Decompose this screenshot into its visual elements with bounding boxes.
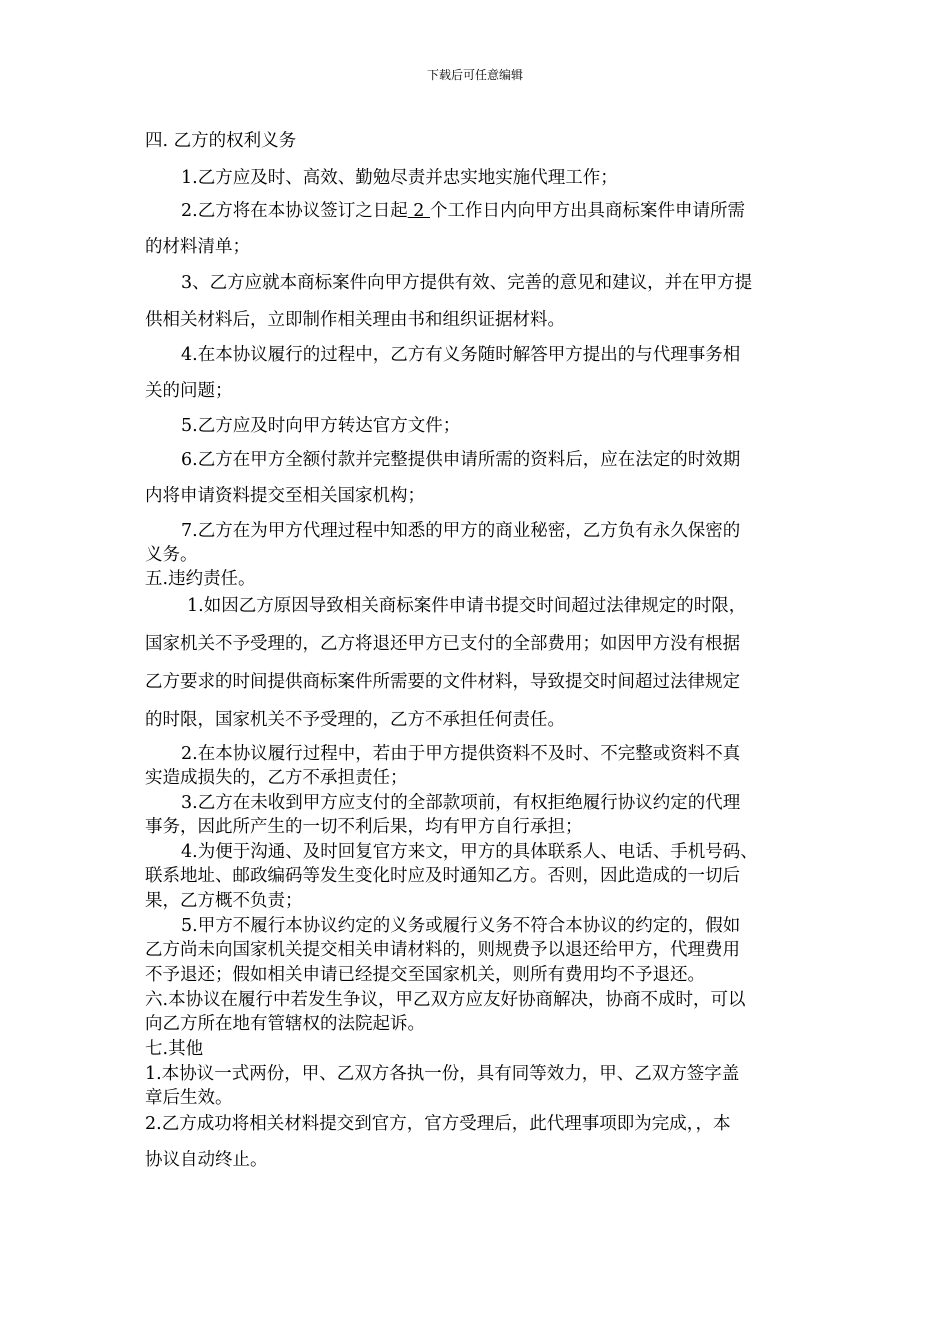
- s5-item-3-line-1: 3.乙方在未收到甲方应支付的全部款项前，有权拒绝履行协议约定的代理: [181, 793, 741, 813]
- s5-item-4-line-3: 果，乙方概不负责；: [145, 891, 303, 911]
- s4-item-7-line-1: 7.乙方在为甲方代理过程中知悉的甲方的商业秘密，乙方负有永久保密的: [181, 521, 741, 541]
- s7-item-1-line-2: 章后生效。: [145, 1088, 233, 1108]
- s4-item-2-post: 个工作日内向甲方出具商标案件申请所需: [429, 201, 745, 221]
- s5-item-5-line-2: 乙方尚未向国家机关提交相关申请材料的，则规费予以退还给甲方，代理费用: [145, 940, 740, 960]
- section-7-title: 七.其他: [145, 1039, 204, 1059]
- s4-item-7-line-2: 义务。: [145, 545, 198, 565]
- s4-item-3-line-1: 3、乙方应就本商标案件向甲方提供有效、完善的意见和建议，并在甲方提: [181, 273, 753, 293]
- s4-item-2-pre: 2.乙方将在本协议签订之日起: [181, 201, 408, 221]
- s4-item-3-line-2: 供相关材料后，立即制作相关理由书和组织证据材料。: [145, 310, 565, 330]
- s4-item-2-blank: 2: [407, 201, 430, 221]
- s5-item-2-line-2: 实造成损失的，乙方不承担责任；: [145, 768, 408, 788]
- s7-item-1-line-1: 1.本协议一式两份，甲、乙双方各执一份，具有同等效力，甲、乙双方签字盖: [145, 1064, 740, 1084]
- section-4-title: 四. 乙方的权利义务: [145, 131, 297, 151]
- s5-item-4-line-2: 联系地址、邮政编码等发生变化时应及时通知乙方。否则，因此造成的一切后: [145, 866, 740, 886]
- section-6-line-1: 六.本协议在履行中若发生争议，甲乙双方应友好协商解决，协商不成时，可以: [145, 990, 746, 1010]
- s4-item-4-line-1: 4.在本协议履行的过程中，乙方有义务随时解答甲方提出的与代理事务相: [181, 345, 741, 365]
- s4-item-2-line-1: [181, 197, 846, 222]
- s5-item-2-line-1: 2.在本协议履行过程中，若由于甲方提供资料不及时、不完整或资料不真: [181, 744, 741, 764]
- section-5-title: 五.违约责任。: [145, 569, 256, 589]
- s5-item-1-line-2: 国家机关不予受理的，乙方将退还甲方已支付的全部费用；如因甲方没有根据: [145, 634, 740, 654]
- s7-item-2-line-1: 2.乙方成功将相关材料提交到官方，官方受理后，此代理事项即为完成，，本: [145, 1114, 731, 1134]
- s4-item-2-line-2: 的材料清单；: [145, 237, 250, 257]
- s5-item-5-line-3: 不予退还；假如相关申请已经提交至国家机关，则所有费用均不予退还。: [145, 965, 705, 985]
- s4-item-5: 5.乙方应及时向甲方转达官方文件；: [181, 416, 461, 436]
- s5-item-4-line-1: 4.为便于沟通、及时回复官方来文，甲方的具体联系人、电话、手机号码、: [181, 842, 758, 862]
- s5-item-1-line-1: 1.如因乙方原因导致相关商标案件申请书提交时间超过法律规定的时限，: [187, 596, 747, 616]
- s4-item-4-line-2: 关的问题；: [145, 381, 233, 401]
- section-6-line-2: 向乙方所在地有管辖权的法院起诉。: [145, 1014, 425, 1034]
- s7-item-2-line-2: 协议自动终止。: [145, 1150, 268, 1170]
- page-header: 下载后可任意编辑: [426, 68, 523, 82]
- s4-item-6-line-1: 6.乙方在甲方全额付款并完整提供申请所需的资料后，应在法定的时效期: [181, 450, 741, 470]
- s4-item-1: 1.乙方应及时、高效、勤勉尽责并忠实地实施代理工作；: [181, 168, 618, 188]
- s5-item-3-line-2: 事务，因此所产生的一切不利后果，均有甲方自行承担；: [145, 817, 583, 837]
- s5-item-5-line-1: 5.甲方不履行本协议约定的义务或履行义务不符合本协议的约定的，假如: [181, 916, 741, 936]
- s4-item-6-line-2: 内将申请资料提交至相关国家机构；: [145, 486, 425, 506]
- s5-item-1-line-4: 的时限，国家机关不予受理的，乙方不承担任何责任。: [145, 710, 565, 730]
- s5-item-1-line-3: 乙方要求的时间提供商标案件所需要的文件材料，导致提交时间超过法律规定: [145, 672, 740, 692]
